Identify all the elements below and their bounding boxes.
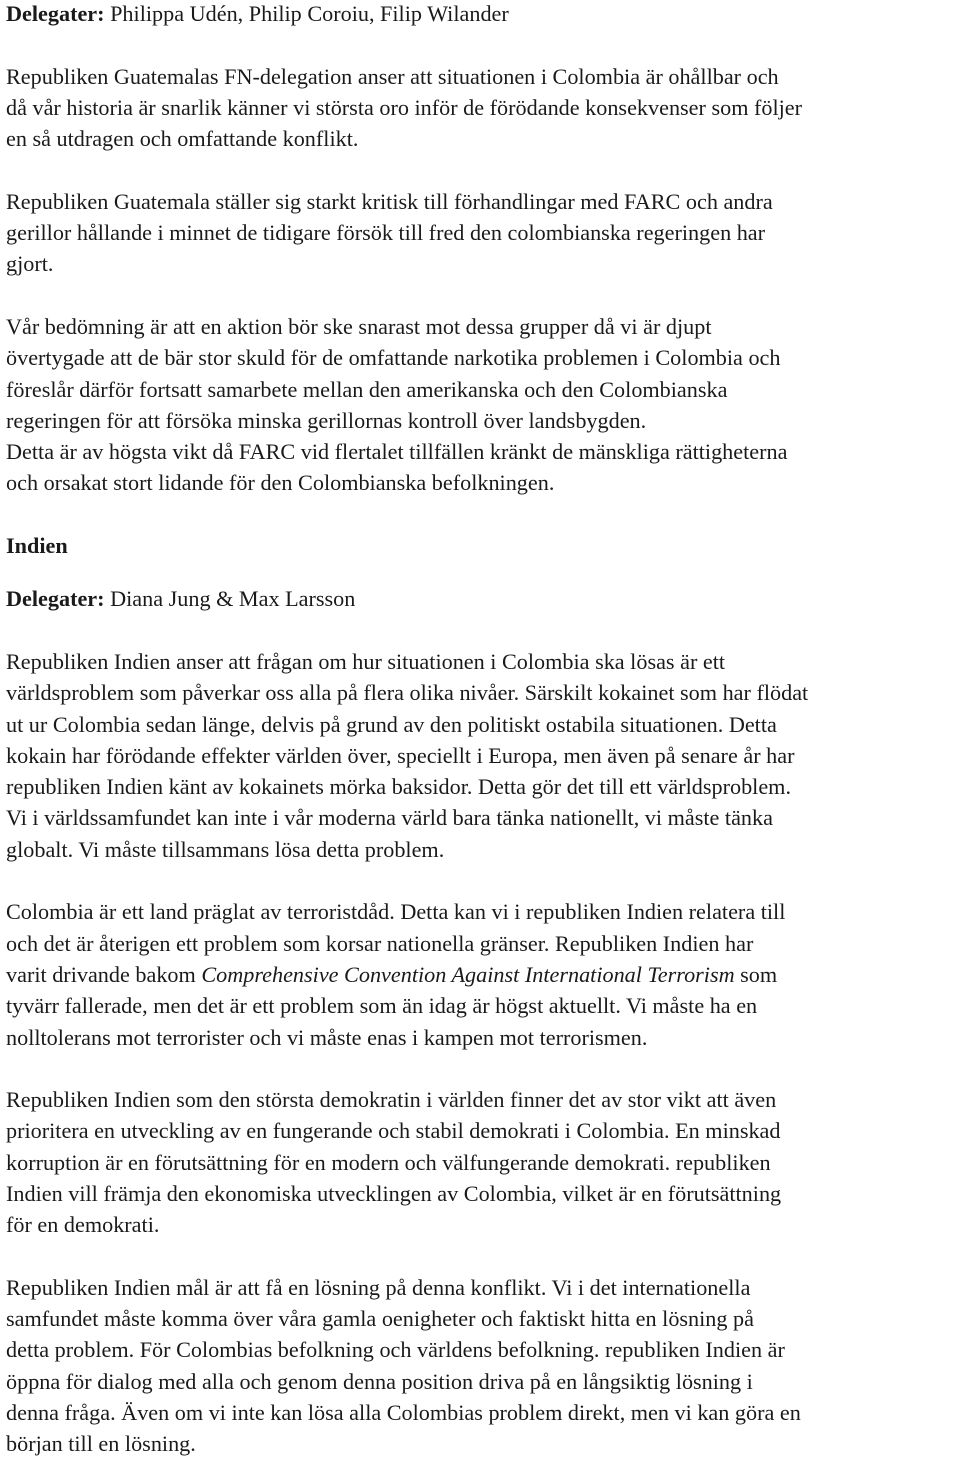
convention-title: Comprehensive Convention Against International Terrorism (201, 961, 735, 987)
guatemala-paragraph-3: Vår bedömning är att en aktion bör ske snarast mot dessa grupper då vi är djupt övertygade att de bär stor skuld för de omfattande narkotika problemen i Colombia och föreslår därför fortsatt samarbete mellan den amerikanska och den Colombianska regeringen för att försöka minska gerillornas kontroll över landsbygden. (6, 313, 781, 433)
india-delegates-line (6, 583, 958, 614)
guatemala-paragraph-2: Republiken Guatemala ställer sig starkt kritisk till förhandlingar med FARC och andra gerillor hållande i minnet de tidigare försök till fred den colombianska regeringen har gjort. (6, 188, 773, 277)
india-paragraph-2 (6, 896, 958, 1052)
india-paragraph-2-text-end: som tyvärr fallerade, men det är ett problem som än idag är högst aktuellt. Vi måste ha en nolltolerans mot terrorister och vi måste enas i kampen mot terrorismen. (6, 961, 778, 1050)
document-page (6, 0, 958, 1460)
delegates-names: Philippa Udén, Philip Coroiu, Filip Wilander (104, 1, 509, 26)
guatemala-paragraph-1: Republiken Guatemalas FN-delegation anser att situationen i Colombia är ohållbar och då vår historia är snarlik känner vi största oro inför de förödande konsekvenser som följer en så utdragen och omfattande konflikt. (6, 63, 803, 152)
guatemala-paragraph-4: Detta är av högsta vikt då FARC vid flertalet tillfällen kränkt de mänskliga rättigheterna och orsakat stort lidande för den Colombianska befolkningen. (6, 439, 788, 496)
delegates-label: Delegater: (6, 1, 105, 26)
india-paragraph-2-text-start: Colombia är ett land präglat av terroristdåd. Detta kan vi i republiken Indien relatera till och det är återigen ett problem som korsar nationella gränser. Republiken Indien har varit drivande bakom (6, 899, 786, 987)
india-paragraph-1: Republiken Indien anser att frågan om hur situationen i Colombia ska lösas är ett världsproblem som påverkar oss alla på flera olika nivåer. Särskilt kokainet som har flödat ut ur Colombia sedan länge, delvis på grund av den politiskt ostabila situationen. Detta kokain har förödande effekter världen över, speciellt i Europa, men även på senare år har republiken Indien känt av kokainets mörka baksidor. Detta gör det till ett världsproblem. Vi i världssamfundet kan inte i vår moderna värld bara tänka nationellt, vi måste tänka globalt. Vi måste tillsammans lösa detta problem. (6, 648, 809, 862)
section-heading-india: Indien (6, 533, 68, 559)
delegates-names: Diana Jung & Max Larsson (104, 586, 356, 612)
india-paragraph-3: Republiken Indien som den största demokratin i världen finner det av stor vikt att även prioritera en utveckling av en fungerande och stabil demokrati i Colombia. En minskad korruption är en förutsättning för en modern och välfungerande demokrati. republiken Indien vill främja den ekonomiska utvecklingen av Colombia, vilket är en förutsättning för en demokrati. (6, 1087, 782, 1238)
guatemala-delegates-line (6, 0, 958, 29)
delegates-label: Delegater: (6, 586, 105, 612)
india-paragraph-4: Republiken Indien mål är att få en lösning på denna konflikt. Vi i det internationella samfundet måste komma över våra gamla oenigheter och faktiskt hitta en lösning på detta problem. För Colombias befolkning och världens befolkning. republiken Indien är öppna för dialog med alla och genom denna position driva på en långsiktig lösning i denna fråga. Även om vi inte kan lösa alla Colombias problem direkt, men vi kan göra en början till en lösning. (6, 1274, 801, 1457)
